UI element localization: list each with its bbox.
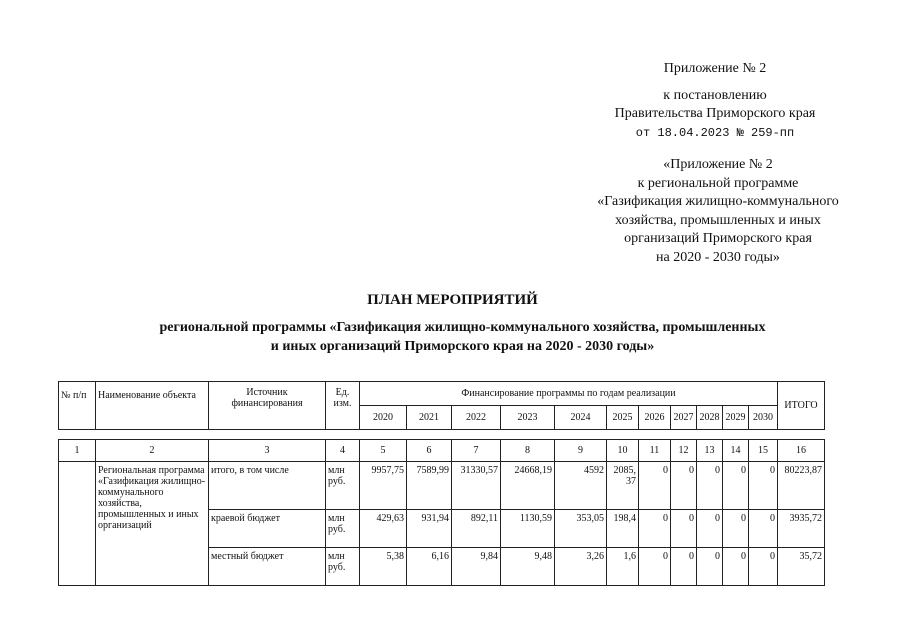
total-cell: 80223,87: [778, 462, 825, 510]
program-name-line-1: «Газификация жилищно-коммунального: [597, 194, 839, 209]
value-cell-2021: 7589,99: [407, 462, 452, 510]
column-number-9: 9: [555, 440, 607, 462]
source-cell: местный бюджет: [209, 548, 326, 586]
header-year-2028: 2028: [697, 406, 723, 430]
value-cell-2022: 892,11: [452, 510, 501, 548]
value-cell-2022: 31330,57: [452, 462, 501, 510]
column-number-11: 11: [639, 440, 671, 462]
table-header: [58, 381, 825, 430]
source-cell: итого, в том числе: [209, 462, 326, 510]
value-cell-2028: 0: [697, 548, 723, 586]
source-cell: краевой бюджет: [209, 510, 326, 548]
value-cell-2025: 198,4: [607, 510, 639, 548]
value-cell-2028: 0: [697, 510, 723, 548]
header-year-2020: 2020: [360, 406, 407, 430]
program-period-line: на 2020 - 2030 годы»: [656, 249, 780, 265]
decree-reference-line: к постановлению: [663, 88, 767, 103]
decree-appendix-label: Приложение № 2: [663, 61, 767, 76]
value-cell-2029: 0: [723, 462, 749, 510]
value-cell-2021: 6,16: [407, 548, 452, 586]
header-name: Наименование объекта: [96, 382, 209, 430]
header-num: № п/п: [59, 382, 96, 430]
table-row: [59, 462, 825, 510]
total-cell: 35,72: [778, 548, 825, 586]
unit-cell: млн руб.: [326, 510, 360, 548]
header-financing: Финансирование программы по годам реализации: [360, 382, 778, 406]
program-appendix-label: «Приложение № 2: [663, 157, 773, 172]
column-number-8: 8: [501, 440, 555, 462]
value-cell-2026: 0: [639, 462, 671, 510]
value-cell-2024: 4592: [555, 462, 607, 510]
document-title: ПЛАН МЕРОПРИЯТИЙ: [367, 292, 538, 308]
value-cell-2023: 9,48: [501, 548, 555, 586]
value-cell-2023: 24668,19: [501, 462, 555, 510]
value-cell-2020: 5,38: [360, 548, 407, 586]
program-appendix-block: [568, 156, 868, 267]
column-number-14: 14: [723, 440, 749, 462]
header-year-2023: 2023: [501, 406, 555, 430]
decree-appendix-block: [600, 60, 830, 142]
column-number-10: 10: [607, 440, 639, 462]
column-number-2: 2: [96, 440, 209, 462]
column-number-16: 16: [778, 440, 825, 462]
header-source: Источник финансирования: [209, 382, 326, 430]
column-number-6: 6: [407, 440, 452, 462]
column-number-5: 5: [360, 440, 407, 462]
header-total: ИТОГО: [778, 382, 825, 430]
value-cell-2030: 0: [749, 510, 778, 548]
column-number-3: 3: [209, 440, 326, 462]
value-cell-2027: 0: [671, 462, 697, 510]
column-number-12: 12: [671, 440, 697, 462]
header-year-2024: 2024: [555, 406, 607, 430]
header-year-2030: 2030: [749, 406, 778, 430]
value-cell-2022: 9,84: [452, 548, 501, 586]
value-cell-2027: 0: [671, 510, 697, 548]
program-name-line-2: хозяйства, промышленных и иных: [615, 212, 821, 228]
value-cell-2027: 0: [671, 548, 697, 586]
column-number-7: 7: [452, 440, 501, 462]
unit-cell: млн руб.: [326, 548, 360, 586]
value-cell-2029: 0: [723, 548, 749, 586]
value-cell-2030: 0: [749, 548, 778, 586]
value-cell-2024: 3,26: [555, 548, 607, 586]
object-name-cell: Региональная программа «Газификация жилищно-коммунального хозяйства, промышленных и иных организаций: [96, 462, 209, 586]
value-cell-2020: 429,63: [360, 510, 407, 548]
value-cell-2026: 0: [639, 510, 671, 548]
value-cell-2020: 9957,75: [360, 462, 407, 510]
column-number-15: 15: [749, 440, 778, 462]
document-subtitle: [60, 318, 865, 356]
total-cell: 3935,72: [778, 510, 825, 548]
decree-date-number: от 18.04.2023 № 259-пп: [635, 126, 795, 140]
value-cell-2030: 0: [749, 462, 778, 510]
value-cell-2029: 0: [723, 510, 749, 548]
header-unit: Ед. изм.: [326, 382, 360, 430]
program-reference-line: к региональной программе: [637, 175, 799, 191]
header-year-2025: 2025: [607, 406, 639, 430]
header-year-2029: 2029: [723, 406, 749, 430]
header-year-2021: 2021: [407, 406, 452, 430]
column-number-1: 1: [59, 440, 96, 462]
header-year-2027: 2027: [671, 406, 697, 430]
value-cell-2025: 2085,37: [607, 462, 639, 510]
header-year-2022: 2022: [452, 406, 501, 430]
value-cell-2026: 0: [639, 548, 671, 586]
column-number-13: 13: [697, 440, 723, 462]
program-name-line-3: организаций Приморского края: [624, 231, 812, 246]
header-year-2026: 2026: [639, 406, 671, 430]
value-cell-2024: 353,05: [555, 510, 607, 548]
subtitle-line-2: и иных организаций Приморского края на 2020 - 2030 годы»: [270, 339, 655, 354]
value-cell-2025: 1,6: [607, 548, 639, 586]
value-cell-2023: 1130,59: [501, 510, 555, 548]
column-number-4: 4: [326, 440, 360, 462]
subtitle-line-1: региональной программы «Газификация жилищно-коммунального хозяйства, промышленных: [159, 320, 766, 335]
row-number-cell: [59, 462, 96, 586]
value-cell-2028: 0: [697, 462, 723, 510]
data-table: [58, 439, 825, 586]
decree-authority-line: Правительства Приморского края: [614, 106, 816, 121]
unit-cell: млн руб.: [326, 462, 360, 510]
value-cell-2021: 931,94: [407, 510, 452, 548]
